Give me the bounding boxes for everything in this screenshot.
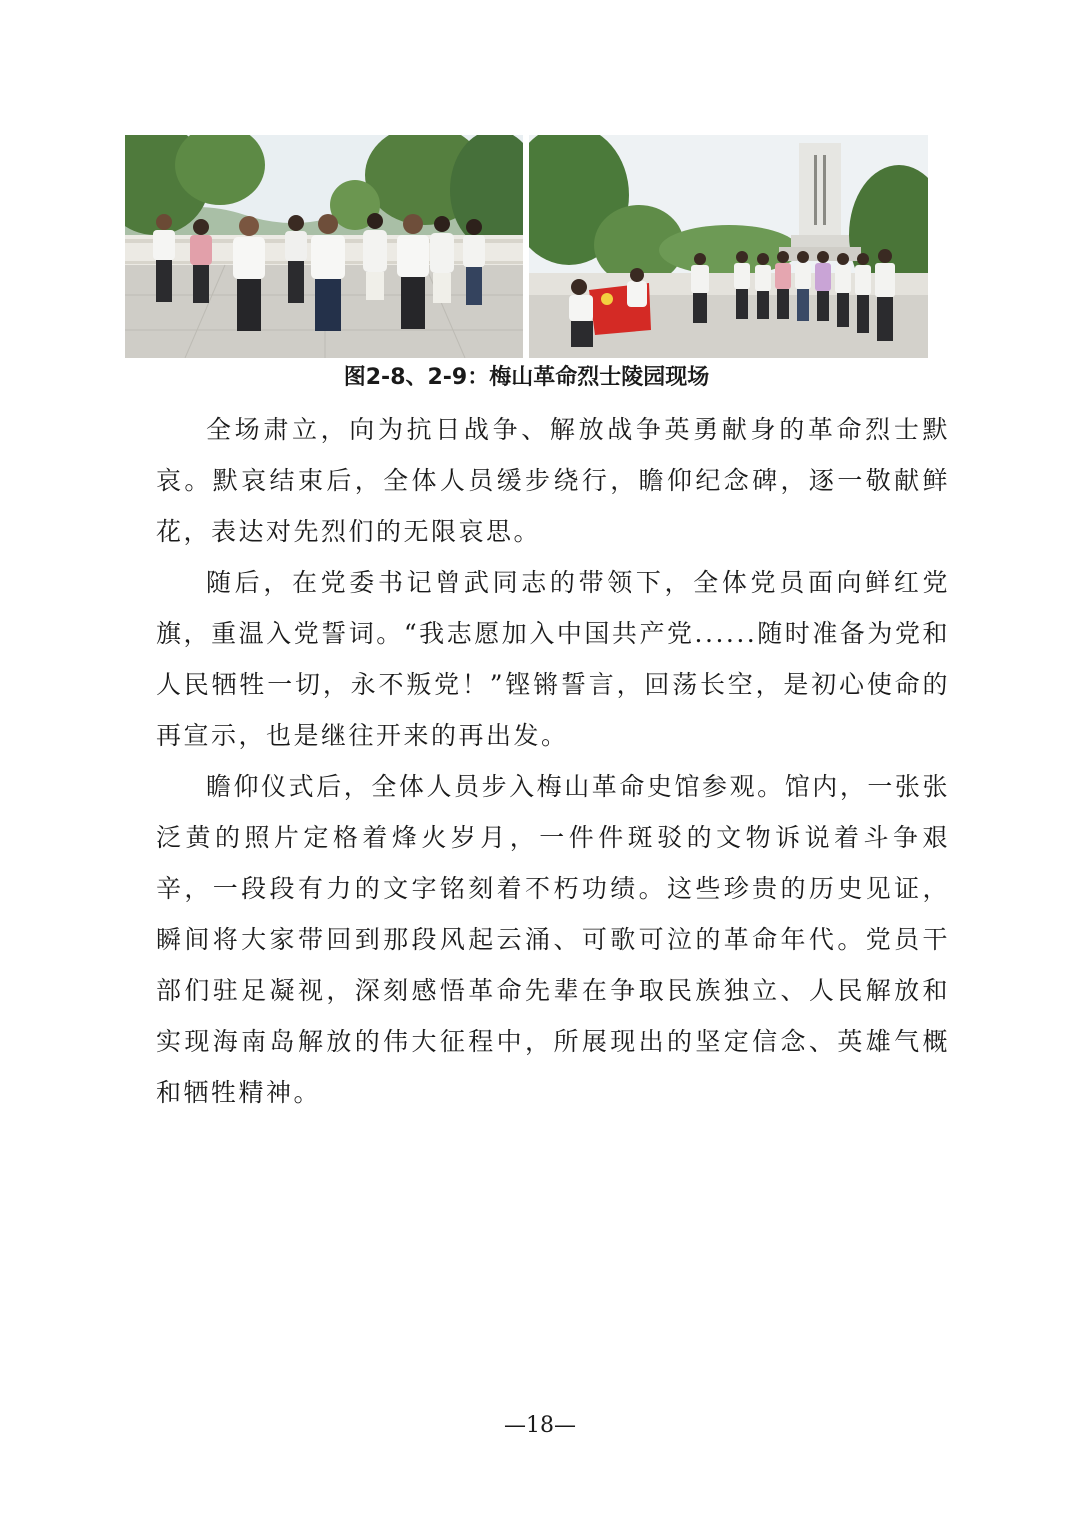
paragraph: 瞻仰仪式后，全体人员步入梅山革命史馆参观。馆内，一张张泛黄的照片定格着烽火岁月，一件件斑驳的文物诉说着斗争艰辛，一段段有力的文字铭刻着不朽功绩。这些珍贵的历史见证，瞬间将大家带回到那段风起云涌、可歌可泣的革命年代。党员干部们驻足凝视，深刻感悟革命先辈在争取民族独立、人民解放和实现海南岛解放的伟大征程中，所展现出的坚定信念、英雄气概和牺牲精神。 bbox=[156, 772, 950, 1107]
paragraph: 随后，在党委书记曾武同志的带领下，全体党员面向鲜红党旗，重温入党誓词。“我志愿加入中国共产党......随时准备为党和人民牺牲一切，永不叛党！”铿锵誓言，回荡长空，是初心使命的再宣示，也是继往开来的再出发。 bbox=[156, 568, 950, 750]
photo-group-memorial-silence bbox=[125, 135, 523, 358]
figure-caption: 图2-8、2-9：梅山革命烈士陵园现场 bbox=[343, 365, 710, 390]
photo-party-flag-oath bbox=[529, 135, 928, 358]
article-body bbox=[156, 404, 950, 1118]
paragraph: 全场肃立，向为抗日战争、解放战争英勇献身的革命烈士默哀。默哀结束后，全体人员缓步绕行，瞻仰纪念碑，逐一敬献鲜花，表达对先烈们的无限哀思。 bbox=[156, 415, 950, 546]
page-number: —18— bbox=[504, 1413, 576, 1438]
